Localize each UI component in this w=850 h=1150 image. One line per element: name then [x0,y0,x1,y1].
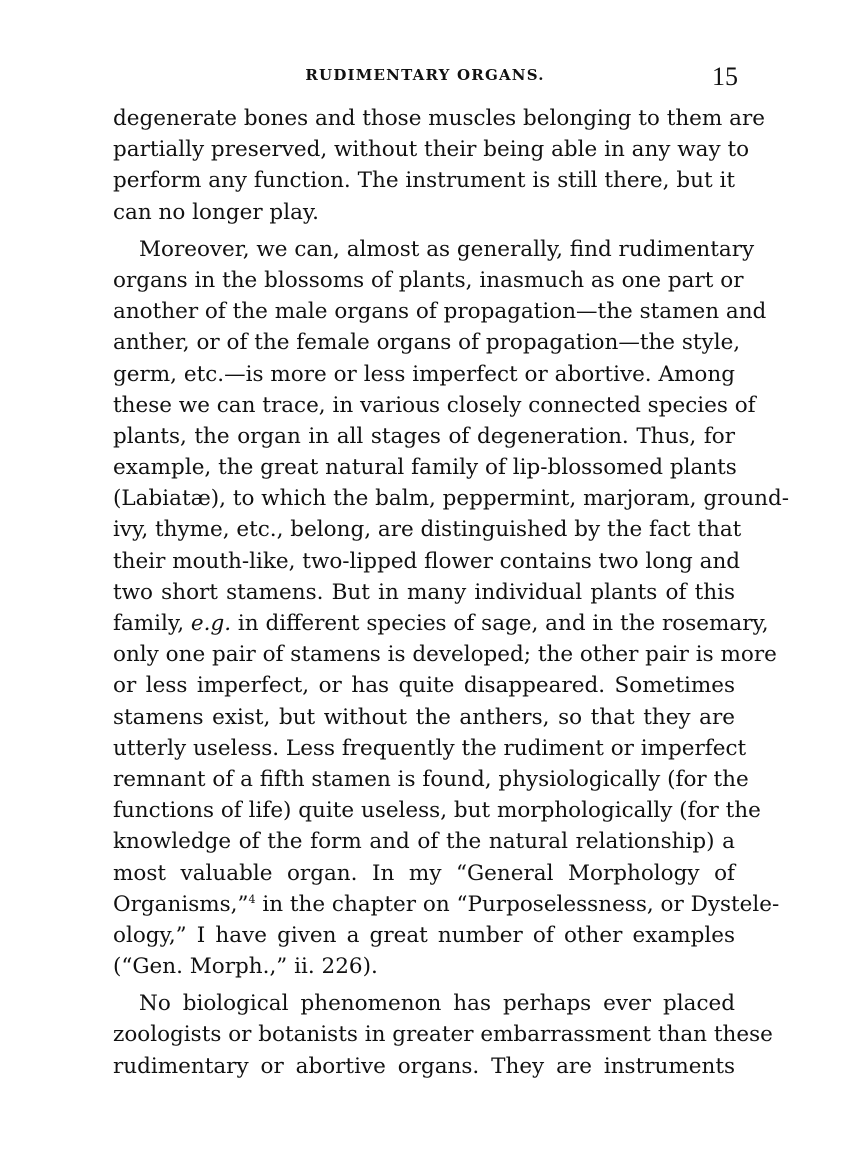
text-line: their mouth-like, two-lipped flower contains two long and [113,548,741,574]
text-line: knowledge of the form and of the natural relationship) a [113,829,735,855]
text-line: or less imperfect, or has quite disappeared. Sometimes [113,673,735,699]
text-line: anther, or of the female organs of propagation—the style, [113,330,741,356]
text-line: No biological phenomenon has perhaps ever placed [139,991,735,1017]
text-line: organs in the blossoms of plants, inasmuch as one part or [113,267,744,293]
text-line: most valuable organ. In my “General Morphology of [113,860,735,886]
text-line: example, the great natural family of lip-blossomed plants [113,455,737,481]
running-head [110,62,740,92]
text-line: another of the male organs of propagation—the stamen and [113,299,767,325]
text-line: ivy, thyme, etc., belong, are distinguished by the fact that [113,517,742,543]
text-line: rudimentary or abortive organs. They are instruments [113,1053,735,1079]
text-line: two short stamens. But in many individual plants of this [113,579,735,605]
text-line: zoologists or botanists in greater embarrassment than these [113,1022,773,1048]
footnote-marker: 4 [248,892,256,906]
text-line: these we can trace, in various closely connected species of [113,392,756,418]
text-line [113,608,769,639]
text-segment: Organisms,” [113,891,249,917]
body-text [113,103,790,1082]
text-line: functions of life) quite useless, but morphologically (for the [113,798,761,824]
text-line: utterly useless. Less frequently the rudiment or imperfect [113,735,747,761]
text-line: remnant of a fifth stamen is found, physiologically (for the [113,766,749,792]
text-line: perform any function. The instrument is still there, but it [113,168,735,194]
text-line: can no longer play. [113,199,320,225]
text-line: stamens exist, but without the anthers, so that they are [113,704,735,730]
text-segment: in the chapter on “Purposelessness, or Dystele- [255,891,780,917]
page-number: 15 [712,62,738,91]
text-line: Moreover, we can, almost as generally, find rudimentary [139,236,755,262]
text-line: (Labiatæ), to which the balm, peppermint, marjoram, ground- [113,486,790,512]
text-line [113,889,780,920]
text-segment: in different species of sage, and in the rosemary, [231,611,769,636]
text-line: only one pair of stamens is developed; the other pair is more [113,642,777,668]
italic-eg: e.g. [190,611,232,636]
text-line: degenerate bones and those muscles belonging to them are [113,106,765,131]
text-segment: family, [113,611,185,636]
running-title: RUDIMENTARY ORGANS. [305,66,545,84]
text-line: germ, etc.—is more or less imperfect or abortive. Among [113,361,735,387]
text-line: ology,” I have given a great number of other examples [113,922,735,948]
text-line: (“Gen. Morph.,” ii. 226). [113,954,378,980]
text-line: plants, the organ in all stages of degeneration. Thus, for [113,423,735,449]
text-line: partially preserved, without their being able in any way to [113,137,750,163]
